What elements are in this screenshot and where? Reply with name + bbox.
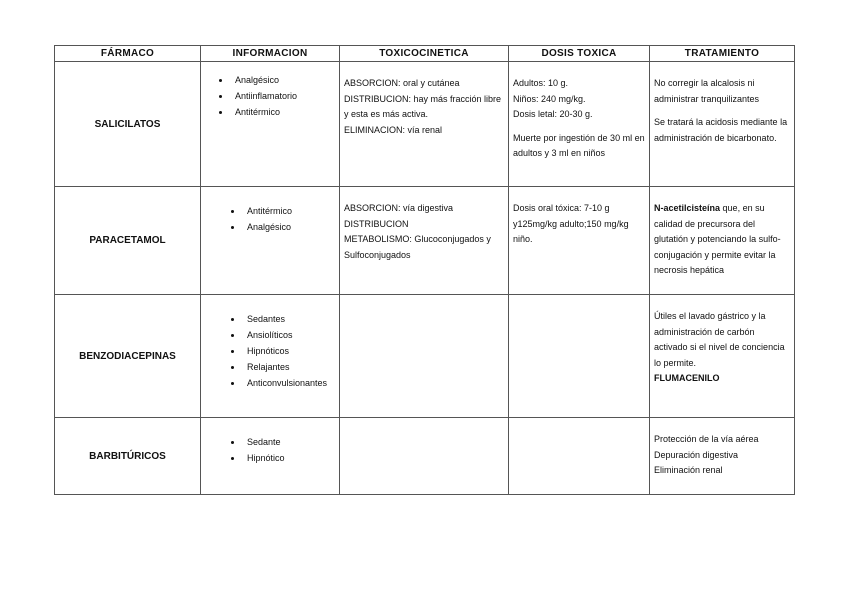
list-item: • Antiinflamatorio (231, 88, 335, 104)
list-item: • Anticonvulsionantes (243, 375, 335, 391)
text-line: ABSORCION: vía digestiva (344, 203, 454, 213)
header-dosis: DOSIS TOXICA (509, 46, 650, 62)
table-row (55, 295, 795, 418)
header-farmaco: FÁRMACO (55, 46, 201, 62)
list-item: • Antitérmico (243, 203, 335, 219)
text-line: Muerte por ingestión de 30 ml en adultos y 3 ml en niños (513, 132, 645, 158)
list-item: • Relajantes (243, 359, 335, 375)
list-item: • Sedantes (243, 311, 335, 327)
text-line: Niños: 240 mg/kg. (513, 93, 586, 104)
info-cell (201, 418, 340, 495)
header-toxicocinetica: TOXICOCINETICA (340, 46, 509, 62)
text-line: que, en su calidad de precursora del glutatión y potenciando la sulfo-conjugación y permite evitar la necrosis hepática (654, 203, 781, 275)
table-row (55, 187, 795, 295)
drug-name: BARBITÚRICOS (55, 418, 201, 495)
text-line: DISTRIBUCION: hay más fracción libre y esta es más activa. (344, 93, 502, 119)
dosis-cell (509, 295, 650, 418)
pharmacology-table (54, 45, 795, 495)
list-item: • Analgésico (243, 219, 335, 235)
header-row (55, 46, 795, 62)
tratamiento-cell (650, 187, 795, 295)
treatment-highlight: N-acetilcisteína (654, 203, 721, 213)
text-line: Dosis oral tóxica: 7-10 g y125mg/kg adulto;150 mg/kg niño. (513, 203, 629, 244)
list-item: • Hipnóticos (243, 343, 335, 359)
toxicocinetica-cell (340, 295, 509, 418)
header-tratamiento: TRATAMIENTO (650, 46, 795, 62)
text-line: ELIMINACION: vía renal (344, 124, 443, 135)
text-line: ABSORCION: oral y cutánea (344, 78, 460, 88)
dosis-cell (509, 62, 650, 187)
list-item: • Antitérmico (231, 104, 335, 120)
list-item: • Hipnótico (243, 450, 335, 466)
text-line: METABOLISMO: Glucoconjugados y Sulfoconjugados (344, 234, 491, 260)
text-line: Eliminación renal (654, 465, 723, 475)
dosis-cell (509, 187, 650, 295)
text-line: Protección de la vía aérea (654, 434, 759, 444)
table-row (55, 62, 795, 187)
tratamiento-cell (650, 295, 795, 418)
toxicocinetica-cell (340, 62, 509, 187)
tratamiento-cell (650, 418, 795, 495)
toxicocinetica-cell (340, 187, 509, 295)
text-line: Se tratará la acidosis mediante la administración de bicarbonato. (654, 117, 788, 143)
list-item: • Sedante (243, 434, 335, 450)
text-line: Útiles el lavado gástrico y la administración de carbón activado si el nivel de conciencia lo permite. (654, 311, 785, 368)
drug-name: PARACETAMOL (55, 187, 201, 295)
info-cell (201, 187, 340, 295)
tratamiento-cell (650, 62, 795, 187)
list-item: • Ansiolíticos (243, 327, 335, 343)
treatment-highlight: FLUMACENILO (654, 373, 720, 383)
text-line: DISTRIBUCION (344, 218, 409, 229)
info-cell (201, 295, 340, 418)
drug-name: SALICILATOS (55, 62, 201, 187)
text-line: Adultos: 10 g. (513, 78, 569, 88)
text-line: Dosis letal: 20-30 g. (513, 109, 593, 119)
toxicocinetica-cell (340, 418, 509, 495)
header-informacion: INFORMACION (201, 46, 340, 62)
drug-name: BENZODIACEPINAS (55, 295, 201, 418)
dosis-cell (509, 418, 650, 495)
list-item: • Analgésico (231, 72, 335, 88)
info-cell (201, 62, 340, 187)
table-row (55, 418, 795, 495)
text-line: Depuración digestiva (654, 449, 739, 460)
text-line: No corregir la alcalosis ni administrar tranquilizantes (654, 78, 760, 104)
